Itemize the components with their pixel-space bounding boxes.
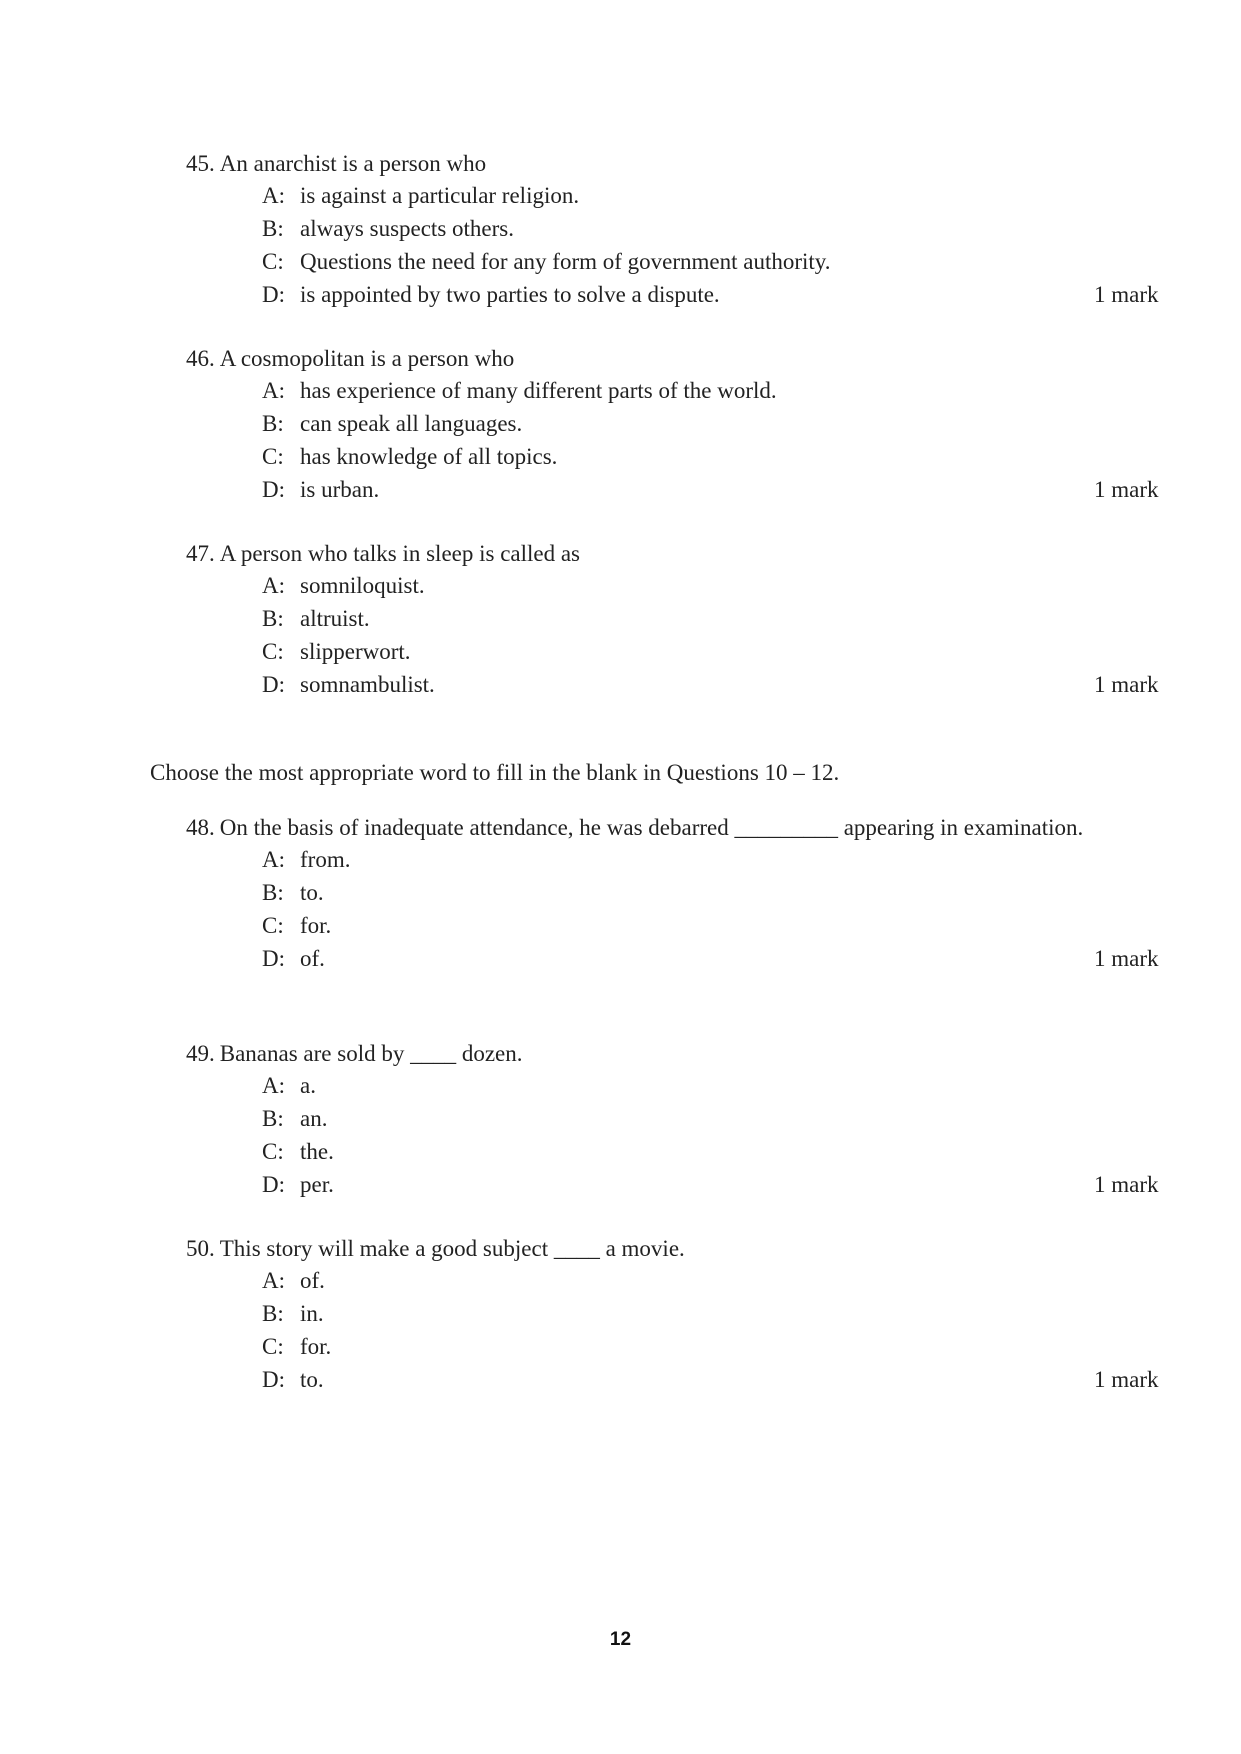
question-stem [186,148,1086,179]
option-a [262,179,1086,212]
option-letter: A: [262,847,285,872]
option-letter: D: [262,477,285,502]
option-text: always suspects others. [300,216,514,241]
option-d [262,1363,1159,1396]
question-text: An anarchist is a person who [219,151,487,176]
option-text: for. [300,913,332,938]
question-marks: 1 mark [1094,1172,1159,1197]
question-number: 50. [186,1236,215,1261]
option-letter: A: [262,1073,285,1098]
option-b [262,876,1086,909]
option-letter: C: [262,913,284,938]
option-letter: A: [262,1268,285,1293]
option-d [262,942,1159,975]
option-b [262,407,1086,440]
option-b [262,602,1086,635]
option-letter: A: [262,573,285,598]
option-list [262,569,1159,701]
option-letter: B: [262,1106,284,1131]
option-text: in. [300,1301,324,1326]
question-marks: 1 mark [1094,946,1159,971]
option-text: for. [300,1334,332,1359]
question-marks: 1 mark [1094,1367,1159,1392]
option-b [262,212,1086,245]
option-a [262,569,1086,602]
question-text: Bananas are sold by ____ dozen. [219,1041,523,1066]
option-text: is against a particular religion. [300,183,580,208]
option-text: is urban. [300,477,380,502]
option-text: can speak all languages. [300,411,523,436]
section-instruction: Choose the most appropriate word to fill in the blank in Questions 10 – 12. [150,760,840,785]
option-c [262,1330,1086,1363]
option-text: of. [300,946,325,971]
question-marks: 1 mark [1094,477,1159,502]
question-number: 46. [186,346,215,371]
option-letter: C: [262,444,284,469]
question-text: A person who talks in sleep is called as [219,541,581,566]
option-letter: B: [262,1301,284,1326]
option-letter: B: [262,606,284,631]
option-text: has experience of many different parts of the world. [300,378,777,403]
option-letter: A: [262,378,285,403]
option-text: from. [300,847,351,872]
option-letter: D: [262,1367,285,1392]
option-letter: D: [262,672,285,697]
option-letter: B: [262,411,284,436]
option-d [262,668,1159,701]
option-letter: C: [262,249,284,274]
option-text: the. [300,1139,334,1164]
option-a [262,843,1086,876]
option-letter: A: [262,183,285,208]
question-number: 49. [186,1041,215,1066]
question-48 [186,812,1159,975]
option-letter: B: [262,216,284,241]
question-number: 47. [186,541,215,566]
question-45 [186,148,1159,311]
option-letter: C: [262,639,284,664]
option-text: somniloquist. [300,573,425,598]
question-stem [186,538,1086,569]
option-text: somnambulist. [300,672,435,697]
question-marks: 1 mark [1094,672,1159,697]
option-text: a. [300,1073,316,1098]
page-number: 12 [609,1629,632,1650]
option-list [262,179,1159,311]
option-letter: B: [262,880,284,905]
option-a [262,1069,1086,1102]
option-letter: C: [262,1139,284,1164]
option-list [262,1069,1159,1201]
option-c [262,440,1086,473]
option-c [262,1135,1086,1168]
option-letter: C: [262,1334,284,1359]
option-letter: D: [262,946,285,971]
option-text: altruist. [300,606,370,631]
option-list [262,1264,1159,1396]
option-letter: D: [262,1172,285,1197]
question-stem [186,1233,1086,1264]
option-d [262,1168,1159,1201]
question-47 [186,538,1159,701]
option-text: of. [300,1268,325,1293]
question-46 [186,343,1159,506]
question-number: 48. [186,815,215,840]
option-b [262,1297,1086,1330]
option-text: is appointed by two parties to solve a dispute. [300,282,720,307]
question-text: On the basis of inadequate attendance, he was debarred _________ appearing in examination. [219,815,1084,840]
option-letter: D: [262,282,285,307]
option-c [262,909,1086,942]
option-b [262,1102,1086,1135]
question-50 [186,1233,1159,1396]
option-text: Questions the need for any form of government authority. [300,249,831,274]
option-text: to. [300,880,324,905]
option-text: has knowledge of all topics. [300,444,558,469]
option-c [262,635,1086,668]
option-list [262,374,1159,506]
question-stem [186,343,1086,374]
option-a [262,374,1086,407]
option-text: per. [300,1172,334,1197]
question-text: A cosmopolitan is a person who [219,346,515,371]
question-marks: 1 mark [1094,282,1159,307]
option-d [262,473,1159,506]
option-c [262,245,1086,278]
question-stem [186,1038,1086,1069]
option-text: to. [300,1367,324,1392]
option-text: an. [300,1106,328,1131]
option-d [262,278,1159,311]
option-text: slipperwort. [300,639,411,664]
question-number: 45. [186,151,215,176]
option-a [262,1264,1086,1297]
question-stem [186,812,1086,843]
question-49 [186,1038,1159,1201]
question-text: This story will make a good subject ____ a movie. [219,1236,685,1261]
option-list [262,843,1159,975]
